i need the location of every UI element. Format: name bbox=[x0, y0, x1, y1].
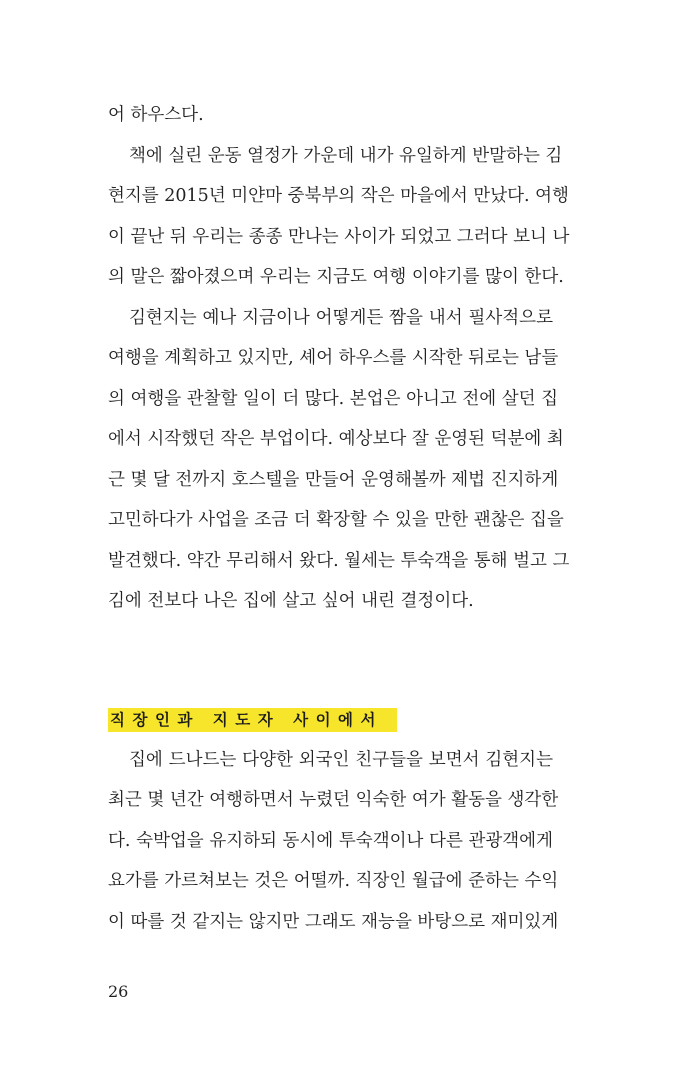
text-line: 고민하다가 사업을 조금 더 확장할 수 있을 만한 괜찮은 집을 bbox=[108, 510, 564, 530]
page-body bbox=[108, 95, 570, 942]
paragraph-2 bbox=[108, 136, 570, 298]
text-line: 김현지는 예나 지금이나 어떻게든 짬을 내서 필사적으로 bbox=[129, 307, 553, 328]
paragraph-1 bbox=[108, 95, 553, 136]
text-line: 여행을 계획하고 있지만, 셰어 하우스를 시작한 뒤로는 남들 bbox=[108, 348, 559, 368]
text-line: 현지를 2015년 미얀마 중북부의 작은 마을에서 만났다. 여행 bbox=[108, 186, 569, 206]
section-heading-wrapper bbox=[108, 708, 553, 740]
text-line: 에서 시작했던 작은 부업이다. 예상보다 잘 운영된 덕분에 최 bbox=[108, 429, 564, 449]
text-line: 이 끝난 뒤 우리는 종종 만나는 사이가 되었고 그러다 보니 나 bbox=[108, 226, 570, 247]
page-number: 26 bbox=[108, 982, 129, 1001]
paragraph-4 bbox=[108, 740, 559, 943]
text-line: 김에 전보다 나은 집에 살고 싶어 내린 결정이다. bbox=[108, 591, 474, 611]
text-line: 다. 숙박업을 유지하되 동시에 투숙객이나 다른 관광객에게 bbox=[108, 830, 553, 851]
section-gap bbox=[108, 622, 553, 708]
text-line: 집에 드나드는 다양한 외국인 친구들을 보면서 김현지는 bbox=[129, 749, 553, 770]
section-heading: 직장인과 지도자 사이에서 bbox=[108, 708, 397, 732]
text-line: 의 여행을 관찰할 일이 더 많다. 본업은 아니고 전에 살던 집 bbox=[108, 388, 559, 409]
text-line: 의 말은 짧아졌으며 우리는 지금도 여행 이야기를 많이 한다. bbox=[108, 267, 564, 287]
text-line: 책에 실린 운동 열정가 가운데 내가 유일하게 반말하는 김 bbox=[129, 145, 563, 166]
text-line: 이 따를 것 같지는 않지만 그래도 재능을 바탕으로 재미있게 bbox=[108, 911, 559, 932]
text-line: 근 몇 달 전까지 호스텔을 만들어 운영해볼까 제법 진지하게 bbox=[108, 469, 559, 490]
text-line: 어 하우스다. bbox=[108, 105, 204, 125]
text-line: 발견했다. 약간 무리해서 왔다. 월세는 투숙객을 통해 벌고 그 bbox=[108, 550, 570, 571]
paragraph-3 bbox=[108, 298, 570, 622]
text-line: 요가를 가르쳐보는 것은 어떨까. 직장인 월급에 준하는 수익 bbox=[108, 871, 559, 891]
text-line: 최근 몇 년간 여행하면서 누렸던 익숙한 여가 활동을 생각한 bbox=[108, 790, 559, 810]
